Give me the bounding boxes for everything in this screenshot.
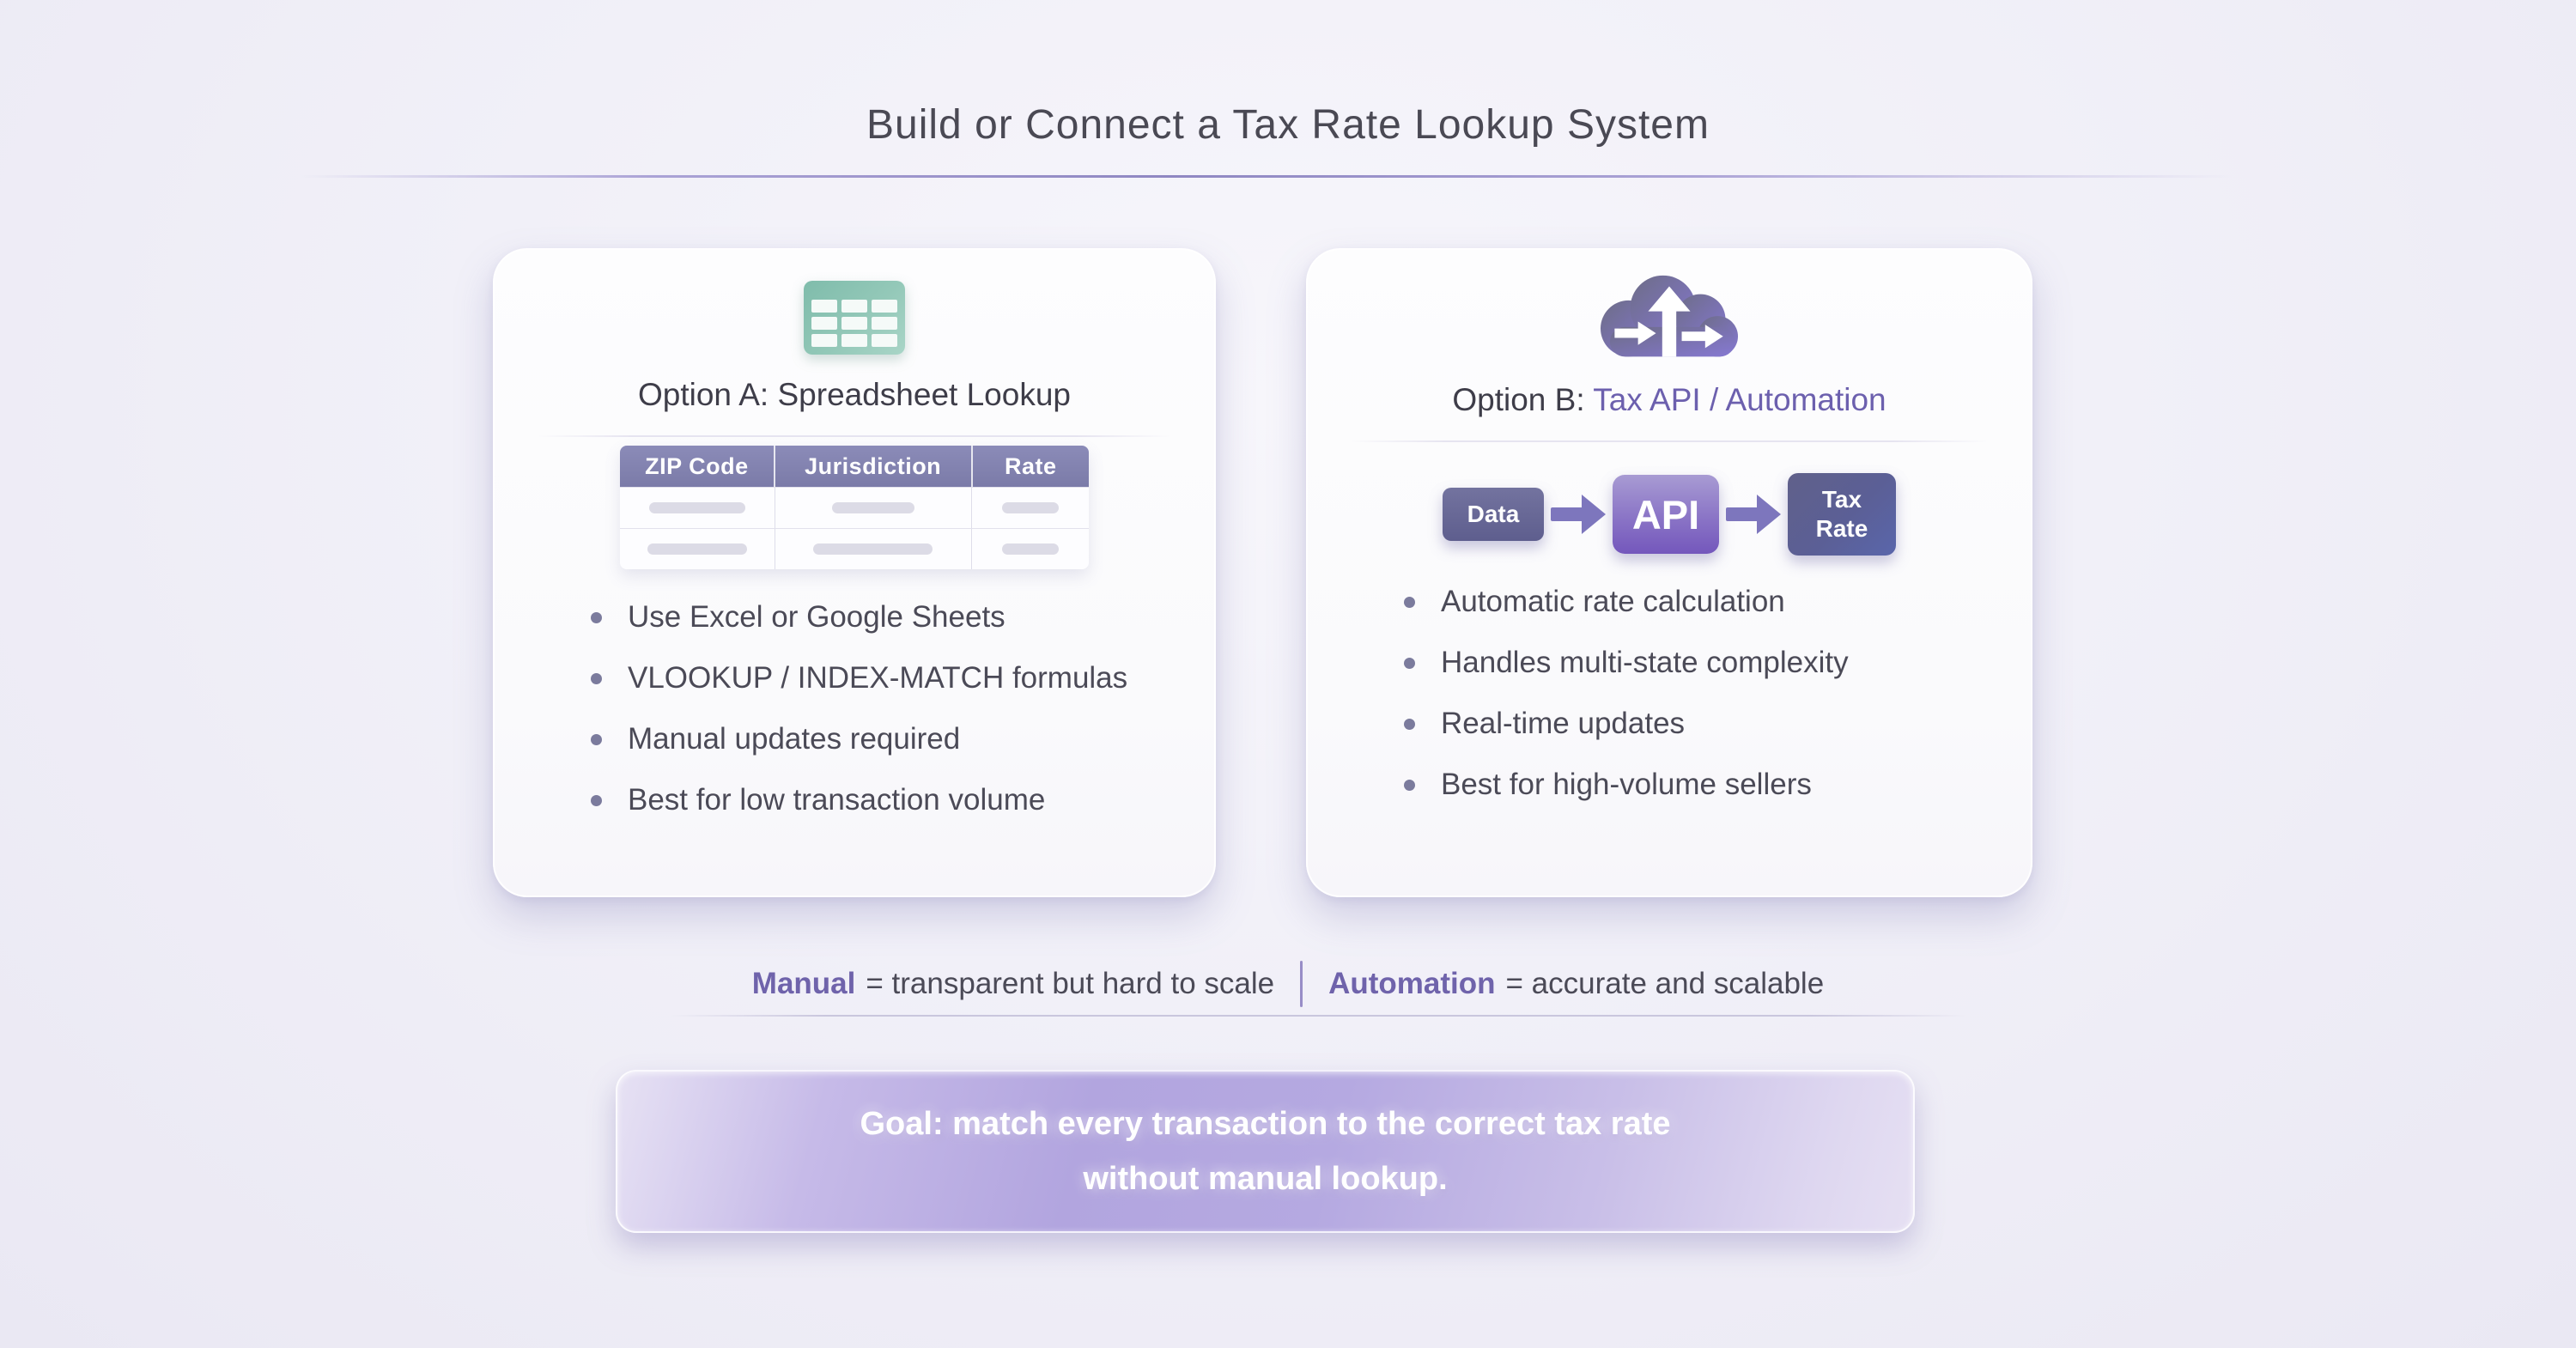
placeholder-bar — [1002, 543, 1059, 555]
list-item: Real-time updates — [1404, 707, 1849, 741]
option-b-divider — [1351, 440, 1988, 442]
bullet-dot — [591, 673, 602, 684]
bullet-dot — [591, 795, 602, 806]
flow-arrow-icon — [1726, 495, 1781, 534]
list-item: Use Excel or Google Sheets — [591, 600, 1127, 635]
flow-box-tax-rate: Tax Rate — [1788, 473, 1896, 556]
automation-term: Automation — [1328, 967, 1496, 1000]
flow-box-data: Data — [1443, 488, 1544, 541]
list-item: Best for high-volume sellers — [1404, 768, 1849, 802]
option-a-divider — [538, 435, 1171, 437]
table-row — [620, 528, 1089, 569]
option-b-bullet-list — [1308, 585, 1849, 829]
bullet-dot — [1404, 597, 1415, 608]
manual-description: = transparent but hard to scale — [866, 967, 1275, 1000]
table-row — [620, 487, 1089, 528]
comparison-underline — [670, 1015, 1966, 1017]
placeholder-bar — [649, 502, 745, 513]
placeholder-bar — [647, 543, 747, 555]
page-title: Build or Connect a Tax Rate Lookup System — [866, 102, 1710, 148]
table-header-jurisdiction: Jurisdiction — [775, 446, 973, 487]
list-item: Best for low transaction volume — [591, 783, 1127, 817]
bullet-dot — [591, 734, 602, 745]
option-b-card — [1306, 248, 2032, 897]
cloud-sync-icon — [1589, 274, 1749, 360]
list-item: VLOOKUP / INDEX-MATCH formulas — [591, 661, 1127, 695]
list-item: Handles multi-state complexity — [1404, 646, 1849, 680]
manual-term: Manual — [751, 967, 856, 1000]
goal-text-line2: without manual lookup. — [1083, 1161, 1448, 1197]
list-item: Manual updates required — [591, 722, 1127, 756]
bullet-dot — [1404, 780, 1415, 791]
placeholder-bar — [1002, 502, 1059, 513]
table-header-zip: ZIP Code — [620, 446, 775, 487]
spreadsheet-icon — [804, 281, 905, 355]
tax-lookup-table — [620, 446, 1089, 569]
bullet-dot — [1404, 719, 1415, 730]
list-item: Automatic rate calculation — [1404, 585, 1849, 619]
goal-text-line1: Goal: match every transaction to the correct tax rate — [860, 1106, 1671, 1142]
option-b-title-prefix: Option B: — [1452, 382, 1594, 417]
automation-description: = accurate and scalable — [1505, 967, 1825, 1000]
option-a-bullet-list — [495, 600, 1127, 844]
api-flow-diagram — [1443, 471, 1896, 557]
placeholder-bar — [832, 502, 914, 513]
comparison-divider — [1300, 961, 1303, 1007]
option-a-card — [493, 248, 1216, 897]
goal-banner — [616, 1070, 1915, 1233]
option-a-title: Option A: Spreadsheet Lookup — [638, 377, 1071, 412]
bullet-dot — [1404, 658, 1415, 669]
spreadsheet-icon-grid — [811, 300, 897, 347]
comparison-row — [0, 956, 2576, 1011]
flow-arrow-icon — [1551, 495, 1606, 534]
flow-box-api: API — [1613, 475, 1719, 554]
table-header-row — [620, 446, 1089, 487]
option-b-title-highlight: Tax API / Automation — [1593, 382, 1886, 417]
placeholder-bar — [813, 543, 933, 555]
title-underline — [301, 175, 2233, 178]
option-b-title — [1452, 382, 1886, 418]
bullet-dot — [591, 612, 602, 623]
table-header-rate: Rate — [1004, 452, 1057, 479]
